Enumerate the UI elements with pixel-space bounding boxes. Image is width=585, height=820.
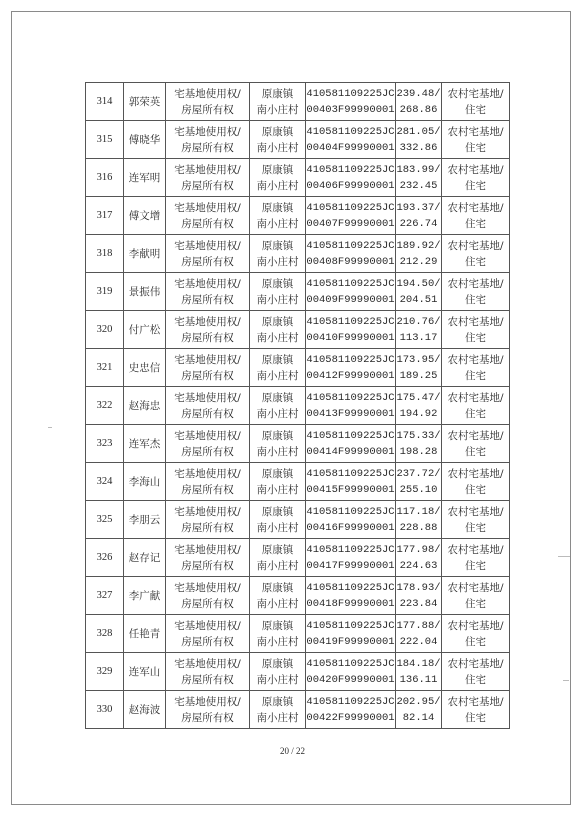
usage-cell: 农村宅基地/ 住宅 bbox=[442, 463, 510, 501]
table-row bbox=[86, 539, 510, 577]
table-row bbox=[86, 463, 510, 501]
owner-name-cell: 任艳青 bbox=[124, 615, 166, 653]
location-cell: 原康镇 南小庄村 bbox=[250, 691, 306, 729]
right-type-cell: 宅基地使用权/ 房屋所有权 bbox=[166, 691, 250, 729]
location-cell: 原康镇 南小庄村 bbox=[250, 121, 306, 159]
right-type-cell: 宅基地使用权/ 房屋所有权 bbox=[166, 349, 250, 387]
owner-name-cell: 赵存记 bbox=[124, 539, 166, 577]
right-type-cell: 宅基地使用权/ 房屋所有权 bbox=[166, 615, 250, 653]
usage-cell: 农村宅基地/ 住宅 bbox=[442, 577, 510, 615]
row-number-cell: 317 bbox=[86, 197, 124, 235]
page-number: 20 / 22 bbox=[279, 746, 305, 756]
area-cell: 210.76/ 113.17 bbox=[396, 311, 442, 349]
unit-code-cell: 410581109225JC 00418F99990001 bbox=[306, 577, 396, 615]
row-number-cell: 315 bbox=[86, 121, 124, 159]
owner-name-cell: 连军明 bbox=[124, 159, 166, 197]
row-number-cell: 323 bbox=[86, 425, 124, 463]
table-row bbox=[86, 83, 510, 121]
right-type-cell: 宅基地使用权/ 房屋所有权 bbox=[166, 83, 250, 121]
table-row bbox=[86, 197, 510, 235]
area-cell: 177.88/ 222.04 bbox=[396, 615, 442, 653]
unit-code-cell: 410581109225JC 00408F99990001 bbox=[306, 235, 396, 273]
row-number-cell: 326 bbox=[86, 539, 124, 577]
location-cell: 原康镇 南小庄村 bbox=[250, 653, 306, 691]
row-number-cell: 321 bbox=[86, 349, 124, 387]
location-cell: 原康镇 南小庄村 bbox=[250, 83, 306, 121]
table-row bbox=[86, 577, 510, 615]
owner-name-cell: 傅晓华 bbox=[124, 121, 166, 159]
unit-code-cell: 410581109225JC 00417F99990001 bbox=[306, 539, 396, 577]
row-number-cell: 320 bbox=[86, 311, 124, 349]
owner-name-cell: 连军杰 bbox=[124, 425, 166, 463]
table-row bbox=[86, 121, 510, 159]
table-row bbox=[86, 691, 510, 729]
owner-name-cell: 李广献 bbox=[124, 577, 166, 615]
right-type-cell: 宅基地使用权/ 房屋所有权 bbox=[166, 159, 250, 197]
row-number-cell: 318 bbox=[86, 235, 124, 273]
usage-cell: 农村宅基地/ 住宅 bbox=[442, 349, 510, 387]
table-row bbox=[86, 235, 510, 273]
location-cell: 原康镇 南小庄村 bbox=[250, 273, 306, 311]
scan-artifact bbox=[563, 680, 569, 681]
usage-cell: 农村宅基地/ 住宅 bbox=[442, 653, 510, 691]
usage-cell: 农村宅基地/ 住宅 bbox=[442, 615, 510, 653]
unit-code-cell: 410581109225JC 00419F99990001 bbox=[306, 615, 396, 653]
owner-name-cell: 赵海忠 bbox=[124, 387, 166, 425]
usage-cell: 农村宅基地/ 住宅 bbox=[442, 501, 510, 539]
row-number-cell: 329 bbox=[86, 653, 124, 691]
location-cell: 原康镇 南小庄村 bbox=[250, 463, 306, 501]
row-number-cell: 330 bbox=[86, 691, 124, 729]
row-number-cell: 322 bbox=[86, 387, 124, 425]
usage-cell: 农村宅基地/ 住宅 bbox=[442, 197, 510, 235]
area-cell: 117.18/ 228.88 bbox=[396, 501, 442, 539]
unit-code-cell: 410581109225JC 00407F99990001 bbox=[306, 197, 396, 235]
unit-code-cell: 410581109225JC 00415F99990001 bbox=[306, 463, 396, 501]
row-number-cell: 325 bbox=[86, 501, 124, 539]
table-body bbox=[86, 83, 510, 729]
row-number-cell: 316 bbox=[86, 159, 124, 197]
scan-artifact bbox=[558, 556, 570, 557]
area-cell: 175.47/ 194.92 bbox=[396, 387, 442, 425]
location-cell: 原康镇 南小庄村 bbox=[250, 501, 306, 539]
location-cell: 原康镇 南小庄村 bbox=[250, 235, 306, 273]
location-cell: 原康镇 南小庄村 bbox=[250, 311, 306, 349]
owner-name-cell: 李海山 bbox=[124, 463, 166, 501]
table-row bbox=[86, 273, 510, 311]
right-type-cell: 宅基地使用权/ 房屋所有权 bbox=[166, 387, 250, 425]
location-cell: 原康镇 南小庄村 bbox=[250, 539, 306, 577]
area-cell: 202.95/ 82.14 bbox=[396, 691, 442, 729]
right-type-cell: 宅基地使用权/ 房屋所有权 bbox=[166, 273, 250, 311]
unit-code-cell: 410581109225JC 00404F99990001 bbox=[306, 121, 396, 159]
owner-name-cell: 连军山 bbox=[124, 653, 166, 691]
unit-code-cell: 410581109225JC 00412F99990001 bbox=[306, 349, 396, 387]
usage-cell: 农村宅基地/ 住宅 bbox=[442, 425, 510, 463]
usage-cell: 农村宅基地/ 住宅 bbox=[442, 159, 510, 197]
location-cell: 原康镇 南小庄村 bbox=[250, 349, 306, 387]
owner-name-cell: 李朋云 bbox=[124, 501, 166, 539]
usage-cell: 农村宅基地/ 住宅 bbox=[442, 273, 510, 311]
right-type-cell: 宅基地使用权/ 房屋所有权 bbox=[166, 425, 250, 463]
area-cell: 177.98/ 224.63 bbox=[396, 539, 442, 577]
row-number-cell: 327 bbox=[86, 577, 124, 615]
location-cell: 原康镇 南小庄村 bbox=[250, 387, 306, 425]
location-cell: 原康镇 南小庄村 bbox=[250, 577, 306, 615]
usage-cell: 农村宅基地/ 住宅 bbox=[442, 691, 510, 729]
owner-name-cell: 郭荣英 bbox=[124, 83, 166, 121]
row-number-cell: 328 bbox=[86, 615, 124, 653]
row-number-cell: 319 bbox=[86, 273, 124, 311]
area-cell: 175.33/ 198.28 bbox=[396, 425, 442, 463]
usage-cell: 农村宅基地/ 住宅 bbox=[442, 539, 510, 577]
unit-code-cell: 410581109225JC 00403F99990001 bbox=[306, 83, 396, 121]
location-cell: 原康镇 南小庄村 bbox=[250, 425, 306, 463]
table-row bbox=[86, 615, 510, 653]
area-cell: 184.18/ 136.11 bbox=[396, 653, 442, 691]
unit-code-cell: 410581109225JC 00414F99990001 bbox=[306, 425, 396, 463]
right-type-cell: 宅基地使用权/ 房屋所有权 bbox=[166, 197, 250, 235]
usage-cell: 农村宅基地/ 住宅 bbox=[442, 235, 510, 273]
owner-name-cell: 景振伟 bbox=[124, 273, 166, 311]
owner-name-cell: 史忠信 bbox=[124, 349, 166, 387]
owner-name-cell: 李献明 bbox=[124, 235, 166, 273]
area-cell: 281.05/ 332.86 bbox=[396, 121, 442, 159]
right-type-cell: 宅基地使用权/ 房屋所有权 bbox=[166, 653, 250, 691]
unit-code-cell: 410581109225JC 00422F99990001 bbox=[306, 691, 396, 729]
right-type-cell: 宅基地使用权/ 房屋所有权 bbox=[166, 463, 250, 501]
area-cell: 237.72/ 255.10 bbox=[396, 463, 442, 501]
right-type-cell: 宅基地使用权/ 房屋所有权 bbox=[166, 235, 250, 273]
usage-cell: 农村宅基地/ 住宅 bbox=[442, 311, 510, 349]
scan-artifact bbox=[48, 427, 52, 428]
unit-code-cell: 410581109225JC 00413F99990001 bbox=[306, 387, 396, 425]
usage-cell: 农村宅基地/ 住宅 bbox=[442, 121, 510, 159]
right-type-cell: 宅基地使用权/ 房屋所有权 bbox=[166, 577, 250, 615]
right-type-cell: 宅基地使用权/ 房屋所有权 bbox=[166, 311, 250, 349]
location-cell: 原康镇 南小庄村 bbox=[250, 197, 306, 235]
unit-code-cell: 410581109225JC 00420F99990001 bbox=[306, 653, 396, 691]
owner-name-cell: 赵海波 bbox=[124, 691, 166, 729]
table-row bbox=[86, 349, 510, 387]
table-row bbox=[86, 653, 510, 691]
location-cell: 原康镇 南小庄村 bbox=[250, 159, 306, 197]
area-cell: 178.93/ 223.84 bbox=[396, 577, 442, 615]
area-cell: 194.50/ 204.51 bbox=[396, 273, 442, 311]
location-cell: 原康镇 南小庄村 bbox=[250, 615, 306, 653]
table-row bbox=[86, 501, 510, 539]
row-number-cell: 324 bbox=[86, 463, 124, 501]
table-row bbox=[86, 425, 510, 463]
area-cell: 189.92/ 212.29 bbox=[396, 235, 442, 273]
table-row bbox=[86, 387, 510, 425]
property-register-table bbox=[85, 82, 510, 729]
usage-cell: 农村宅基地/ 住宅 bbox=[442, 387, 510, 425]
right-type-cell: 宅基地使用权/ 房屋所有权 bbox=[166, 121, 250, 159]
area-cell: 183.99/ 232.45 bbox=[396, 159, 442, 197]
area-cell: 173.95/ 189.25 bbox=[396, 349, 442, 387]
owner-name-cell: 傅文增 bbox=[124, 197, 166, 235]
usage-cell: 农村宅基地/ 住宅 bbox=[442, 83, 510, 121]
area-cell: 193.37/ 226.74 bbox=[396, 197, 442, 235]
owner-name-cell: 付广松 bbox=[124, 311, 166, 349]
unit-code-cell: 410581109225JC 00410F99990001 bbox=[306, 311, 396, 349]
unit-code-cell: 410581109225JC 00406F99990001 bbox=[306, 159, 396, 197]
unit-code-cell: 410581109225JC 00409F99990001 bbox=[306, 273, 396, 311]
table-row bbox=[86, 159, 510, 197]
right-type-cell: 宅基地使用权/ 房屋所有权 bbox=[166, 501, 250, 539]
row-number-cell: 314 bbox=[86, 83, 124, 121]
area-cell: 239.48/ 268.86 bbox=[396, 83, 442, 121]
unit-code-cell: 410581109225JC 00416F99990001 bbox=[306, 501, 396, 539]
table-row bbox=[86, 311, 510, 349]
right-type-cell: 宅基地使用权/ 房屋所有权 bbox=[166, 539, 250, 577]
